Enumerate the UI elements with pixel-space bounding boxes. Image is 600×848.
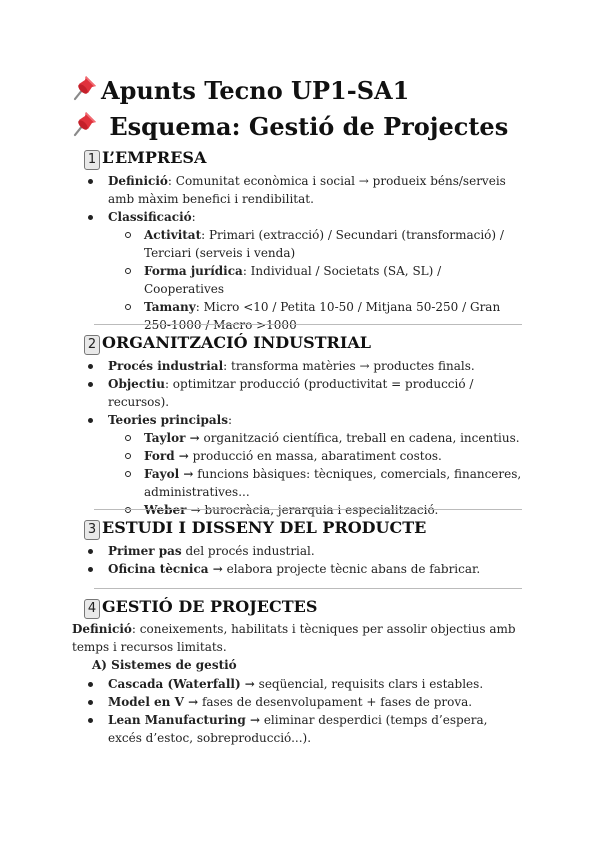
section-2-content (72, 357, 522, 519)
list-item: Objectiu: optimitzar producció (productivitat = producció / recursos). (72, 375, 522, 411)
sub-list-item: Tamany: Micro <10 / Petita 10-50 / Mitjana 50-250 / Gran 250-1000 / Macro >1000 (108, 298, 522, 334)
sub-list-item: Ford → producció en massa, abaratiment costos. (108, 447, 522, 465)
number-4-icon: 4 (84, 599, 100, 619)
section-title: GESTIÓ DE PROJECTES (102, 597, 318, 616)
section-1-content (72, 172, 522, 334)
list-item: Primer pas del procés industrial. (72, 542, 522, 560)
section-3-content (72, 542, 522, 578)
section-title: ORGANITZACIÓ INDUSTRIAL (102, 333, 371, 352)
sub-list-item: Fayol → funcions bàsiques: tècniques, comercials, financeres, administratives... (108, 465, 522, 501)
section-heading-organitzacio (84, 332, 371, 355)
section-divider (94, 588, 522, 589)
sub-list-item: Activitat: Primari (extracció) / Secundari (transformació) / Terciari (serveis i venda) (108, 226, 522, 262)
section-4-content (72, 675, 522, 747)
scheme-title-text: Esquema: Gestió de Projectes (109, 112, 509, 141)
section-title: L’EMPRESA (102, 148, 207, 167)
section-heading-gestio (84, 596, 317, 619)
scheme-title (72, 110, 508, 142)
document-title (72, 74, 409, 106)
pushpin-icon (72, 74, 98, 102)
list-item: Classificació: Activitat: Primari (extracció) / Secundari (transformació) / Terciari (serveis i venda) Forma jurídica: Individual / Societats (SA, SL) / Cooperatives Tamany: Micro <10 / Petita 10-50 / Mitjana 50-250 / Gran 250-1000 / Macro >1000 (72, 208, 522, 334)
sub-list-item: Forma jurídica: Individual / Societats (SA, SL) / Cooperatives (108, 262, 522, 298)
section-divider (94, 324, 522, 325)
list-item: Cascada (Waterfall) → seqüencial, requisits clars i estables. (72, 675, 522, 693)
section-title: ESTUDI I DISSENY DEL PRODUCTE (102, 518, 427, 537)
number-2-icon: 2 (84, 335, 100, 355)
list-item: Oficina tècnica → elabora projecte tècnic abans de fabricar. (72, 560, 522, 578)
list-item: Model en V → fases de desenvolupament + fases de prova. (72, 693, 522, 711)
list-item: Procés industrial: transforma matèries → productes finals. (72, 357, 522, 375)
sub-list-item: Taylor → organització científica, treball en cadena, incentius. (108, 429, 522, 447)
list-item: Lean Manufacturing → eliminar desperdici (temps d’espera, excés d’estoc, sobreproducció...). (72, 711, 522, 747)
number-3-icon: 3 (84, 520, 100, 540)
title-text: Apunts Tecno UP1-SA1 (101, 76, 410, 105)
section-heading-disseny (84, 517, 426, 540)
section-divider (94, 509, 522, 510)
sub-list-item: Weber → burocràcia, jerarquia i especialització. (108, 501, 522, 519)
section-heading-empresa (84, 147, 206, 170)
definition-paragraph: Definició: coneixements, habilitats i tècniques per assolir objectius amb temps i recursos limitats. (72, 622, 516, 654)
list-item: Definició: Comunitat econòmica i social → produeix béns/serveis amb màxim benefici i rendibilitat. (72, 172, 522, 208)
number-1-icon: 1 (84, 150, 100, 170)
subsection-title: A) Sistemes de gestió (92, 658, 237, 672)
pushpin-icon (72, 110, 98, 138)
list-item: Teories principals: Taylor → organització científica, treball en cadena, incentius. Ford → producció en massa, abaratiment costos. Fayol → funcions bàsiques: tècniques, comercials, financeres, administratives... Weber → burocràcia, jerarquia i especialització. (72, 411, 522, 519)
